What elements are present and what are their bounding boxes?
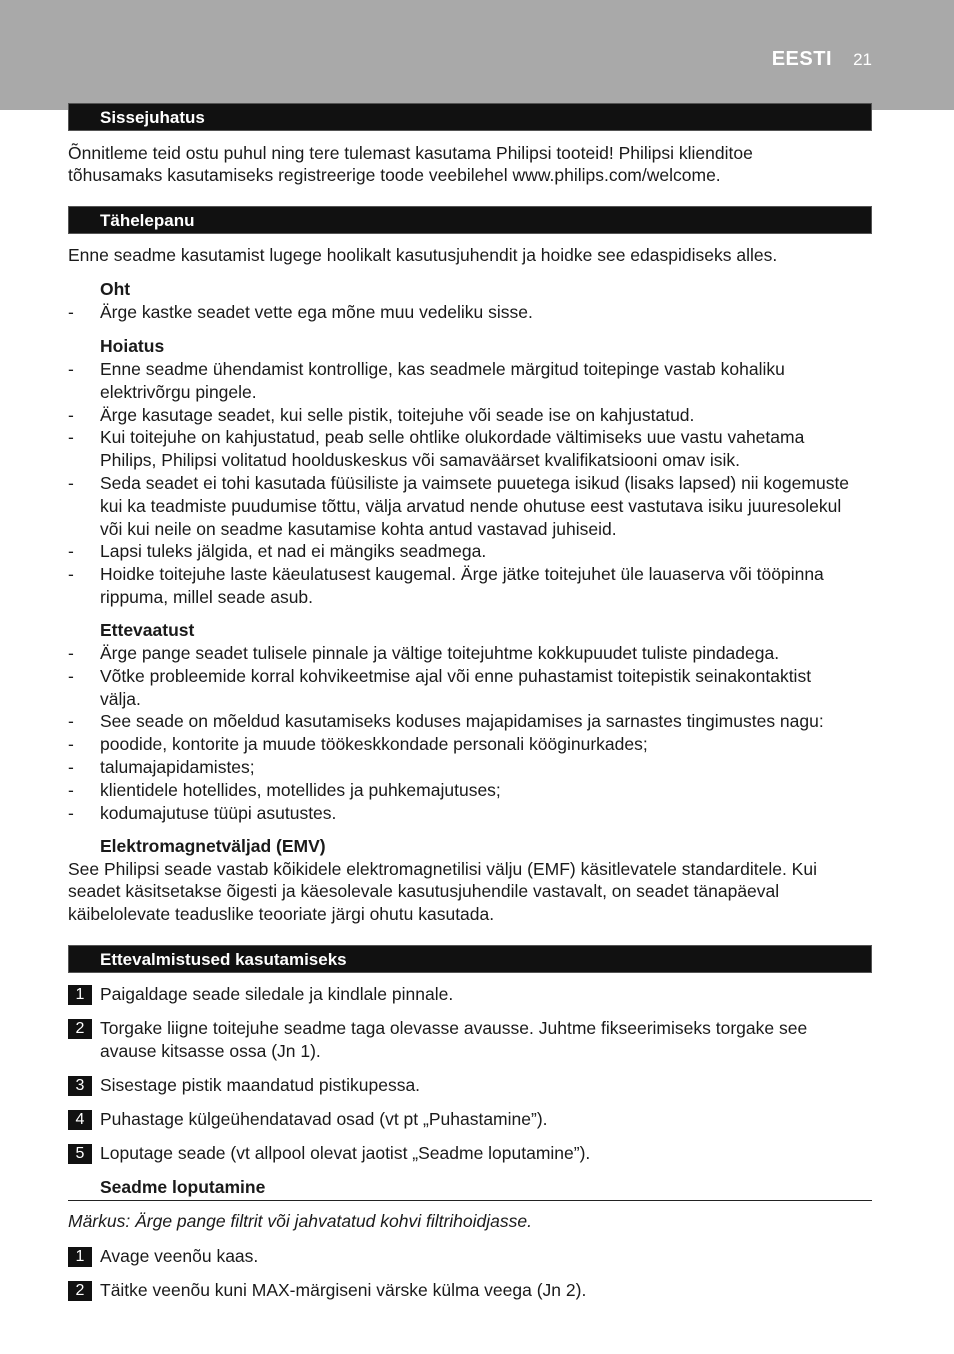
list-item: Võtke probleemide korral kohvikeetmise ajal või enne puhastamist toitepistik seinakontaktist	[100, 665, 812, 686]
step-text: Loputage seade (vt allpool olevat jaotist „Seadme loputamine”).	[100, 1143, 591, 1163]
step-number: 2	[68, 1019, 92, 1039]
divider	[68, 1200, 872, 1201]
paragraph-line: Õnnitleme teid ostu puhul ning tere tulemast kasutama Philipsi tooteid! Philipsi klienditoe	[68, 143, 753, 163]
list-item: poodide, kontorite ja muude töökeskkondade personali kööginurkades;	[100, 734, 648, 755]
list-dash: -	[68, 734, 74, 755]
step-number: 2	[68, 1281, 92, 1301]
list-dash: -	[68, 665, 74, 686]
step-number: 1	[68, 1247, 92, 1267]
list-item: talumajapidamistes;	[100, 757, 255, 777]
list-item: Lapsi tuleks jälgida, et nad ei mängiks seadmega.	[100, 541, 487, 562]
paragraph-line: Enne seadme kasutamist lugege hoolikalt kasutusjuhendit ja hoidke see edaspidiseks alles.	[68, 245, 778, 265]
paragraph-line: käibelolevate teaduslike teooriate järgi ohutu kasutada.	[68, 904, 495, 924]
list-item: Ärge pange seadet tulisele pinnale ja vältige toitejuhtme kokkupuudet tuliste pindadega.	[100, 643, 780, 663]
list-item: Seda seadet ei tohi kasutada füüsiliste ja vaimsete puuetega isikud (lisaks lapsed) nii kogemuste	[100, 473, 850, 493]
page-number: 21	[853, 50, 872, 69]
subheading-warning: Hoiatus	[100, 336, 165, 356]
list-dash: -	[68, 711, 74, 732]
note-text: Märkus: Ärge pange filtrit või jahvatatud kohvi filtrihoidjasse.	[68, 1211, 532, 1231]
list-item: või kui neile on seadme kasutamise kohta antud vastavad juhiseid.	[100, 518, 617, 539]
paragraph-line: See Philipsi seade vastab kõikidele elektromagnetilisi välju (EMF) käsitlevatele standarditele. Kui	[68, 859, 817, 879]
list-dash: -	[68, 643, 74, 663]
list-item: Ärge kastke seadet vette ega mõne muu vedeliku sisse.	[100, 302, 533, 322]
step-text: avause kitsasse ossa (Jn 1).	[100, 1041, 321, 1061]
section-title: Tähelepanu	[100, 211, 195, 230]
step-number: 3	[68, 1076, 92, 1096]
language-label: EESTI	[771, 48, 832, 70]
list-dash: -	[68, 404, 74, 425]
list-dash: -	[68, 802, 74, 823]
step-text: Avage veenõu kaas.	[100, 1246, 259, 1266]
list-item: Kui toitejuhe on kahjustatud, peab selle ohtlike olukordade vältimiseks uue vastu vahetama	[100, 427, 805, 448]
section-bar-attention	[68, 206, 872, 234]
list-item: klientidele hotellides, motellides ja puhkemajutuses;	[100, 779, 501, 800]
list-item: elektrivõrgu pingele.	[100, 381, 257, 402]
list-dash: -	[68, 779, 74, 800]
section-title: Sissejuhatus	[100, 108, 205, 127]
subheading-danger: Oht	[100, 279, 131, 299]
list-item: välja.	[100, 688, 141, 709]
step-text: Torgake liigne toitejuhe seadme taga olevasse avausse. Juhtme fikseerimiseks torgake see	[100, 1018, 808, 1038]
list-dash: -	[68, 541, 74, 562]
step-text: Täitke veenõu kuni MAX-märgiseni värske külma veega (Jn 2).	[100, 1280, 587, 1300]
list-item: Ärge kasutage seadet, kui selle pistik, toitejuhe või seade ise on kahjustatud.	[100, 404, 695, 425]
list-dash: -	[68, 757, 74, 777]
subheading-caution: Ettevaatust	[100, 620, 195, 640]
step-text: Sisestage pistik maandatud pistikupessa.	[100, 1075, 421, 1095]
paragraph-line: tõhusamaks kasutamiseks registreerige toode veebilehel www.philips.com/welcome.	[68, 165, 721, 185]
list-item: Enne seadme ühendamist kontrollige, kas seadmele märgitud toitepinge vastab kohaliku	[100, 359, 785, 379]
paragraph-line: seadet käsitsetakse õigesti ja käesolevale kasutusjuhendile vastavalt, on seadet tänapäeval	[68, 881, 780, 901]
list-dash: -	[68, 427, 74, 448]
step-number: 1	[68, 985, 92, 1005]
step-number: 4	[68, 1110, 92, 1130]
step-text: Puhastage külgeühendatavad osad (vt pt „Puhastamine”).	[100, 1109, 548, 1129]
list-dash: -	[68, 359, 74, 379]
list-item: kodumajutuse tüüpi asutustes.	[100, 802, 337, 823]
section-bar-intro	[68, 103, 872, 131]
list-dash: -	[68, 564, 74, 585]
list-item: rippuma, millel seade asub.	[100, 587, 314, 607]
section-bar-preparation	[68, 945, 872, 973]
list-dash: -	[68, 473, 74, 493]
list-item: Hoidke toitejuhe laste käeulatusest kaugemal. Ärge jätke toitejuhet üle lauaserva või tööpinna	[100, 564, 824, 585]
subheading-rinse: Seadme loputamine	[100, 1177, 266, 1197]
section-title: Ettevalmistused kasutamiseks	[100, 950, 347, 969]
step-text: Paigaldage seade siledale ja kindlale pinnale.	[100, 984, 454, 1004]
list-item: kui ka teadmiste puudumise tõttu, välja arvatud nende ohutuse eest vastutava isiku juuresolekul	[100, 495, 842, 516]
subheading-emf: Elektromagnetväljad (EMV)	[100, 836, 326, 856]
list-item: Philips, Philipsi volitatud hoolduskeskus või samaväärset kvalifikatsiooni omav isik.	[100, 450, 741, 471]
step-number: 5	[68, 1144, 92, 1164]
list-dash: -	[68, 302, 74, 322]
list-item: See seade on mõeldud kasutamiseks koduses majapidamises ja sarnastes tingimustes nagu:	[100, 711, 824, 732]
